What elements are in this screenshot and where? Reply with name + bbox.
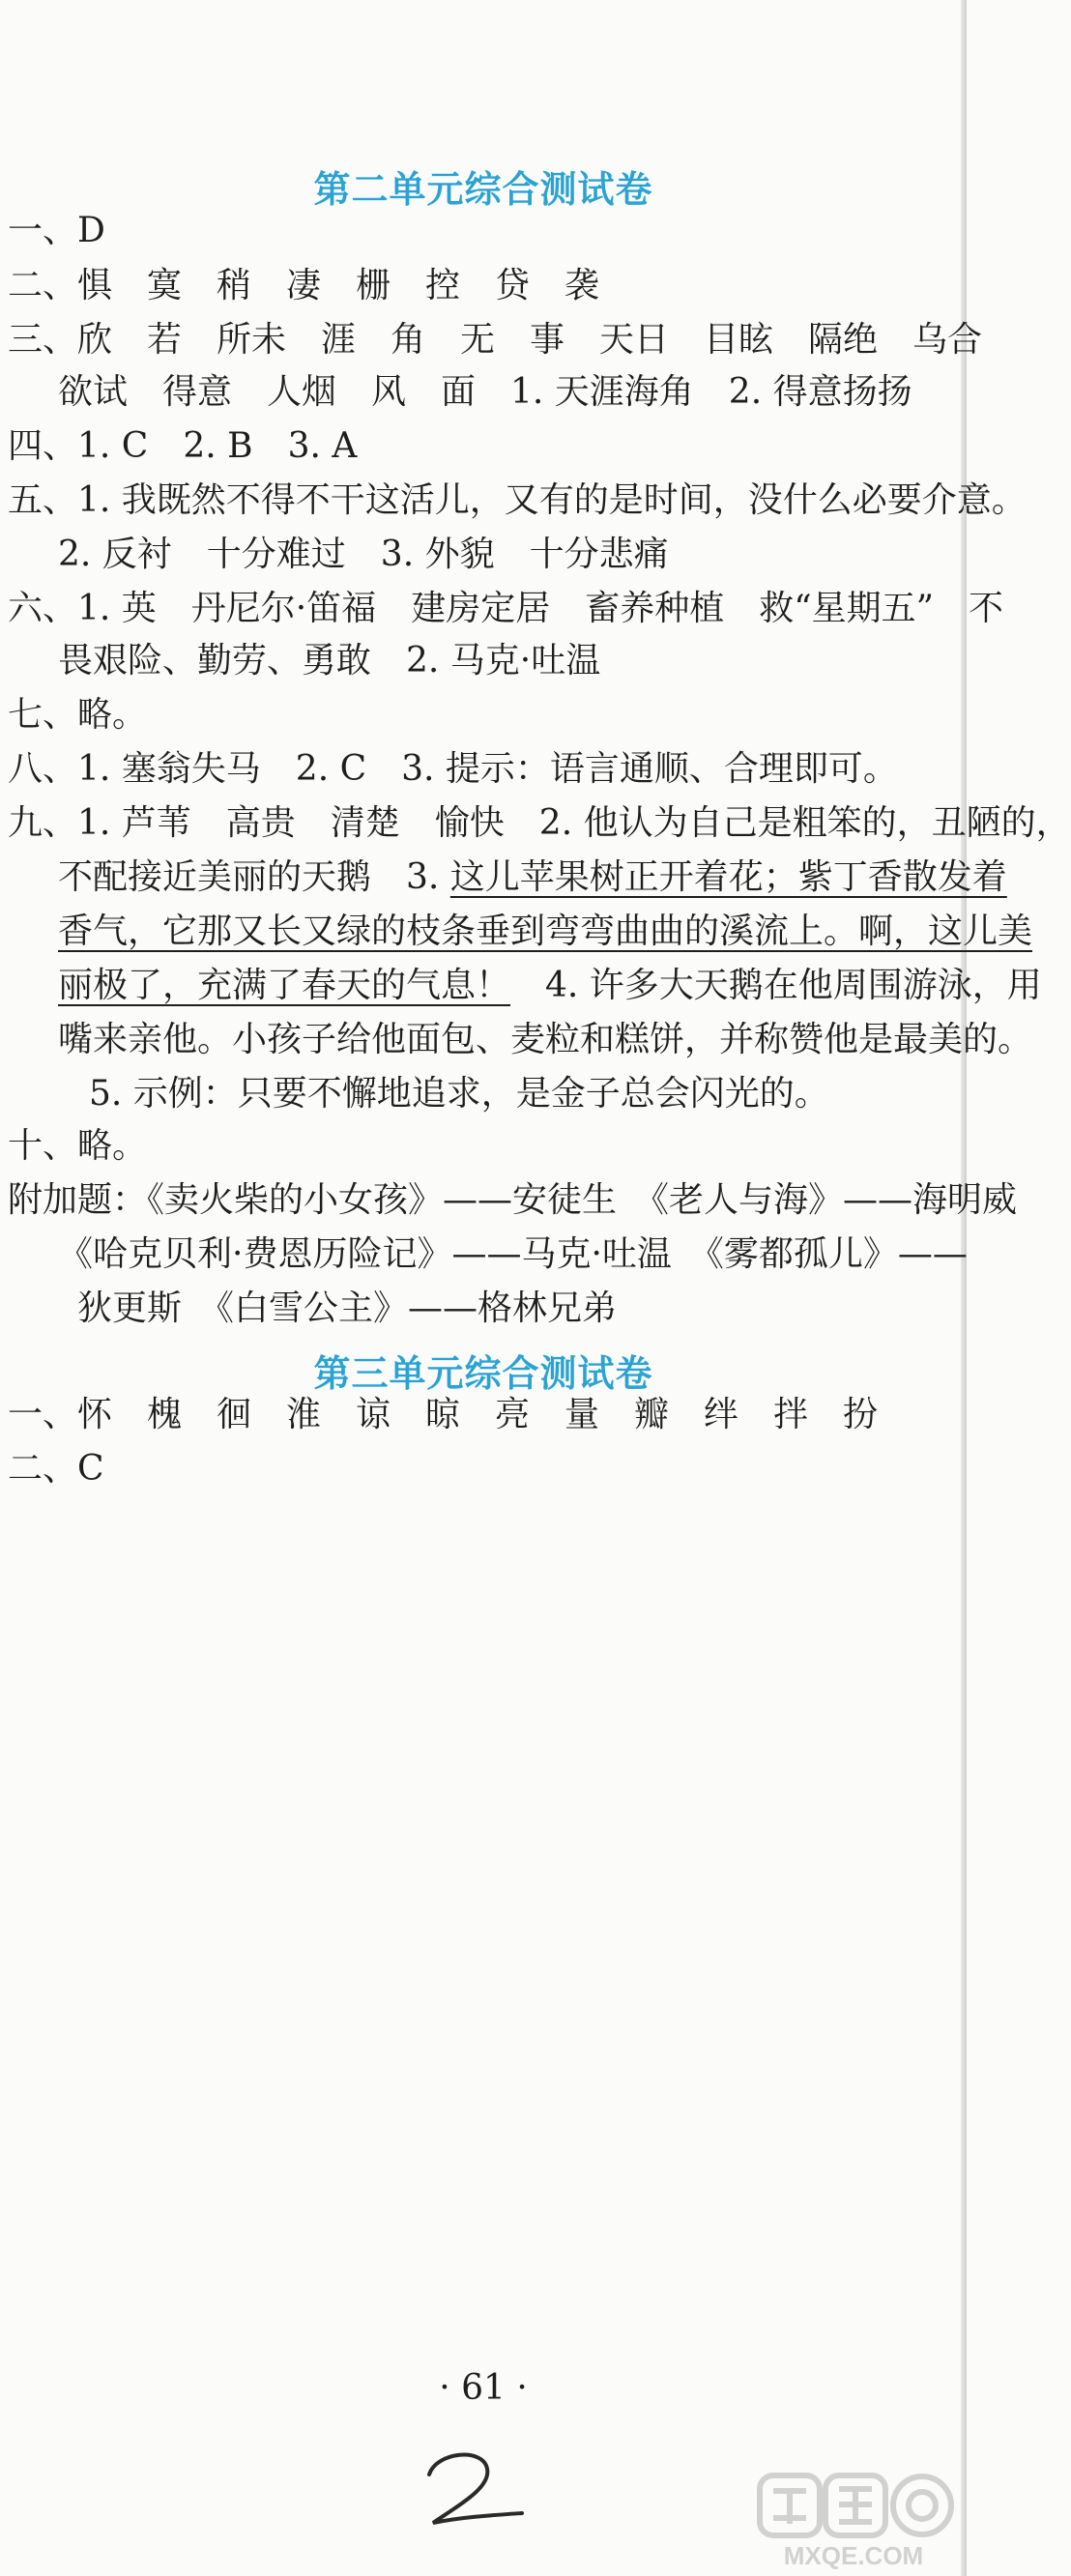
underlined-quote-part-3: 丽极了，充满了春天的气息！ <box>58 966 511 1005</box>
watermark-logo <box>746 2470 961 2571</box>
bonus-line-1: 附加题：《卖火柴的小女孩》——安徒生 《老人与海》——海明威 <box>8 1180 1018 1220</box>
answer-line-2: 二、惧 寞 稍 凄 栅 控 贷 袭 <box>8 266 600 305</box>
answer-line-9f: 5. 示例：只要不懈地追求，是金子总会闪光的。 <box>89 1074 829 1114</box>
section-title-unit-3: 第三单元综合测试卷 <box>313 1351 653 1395</box>
section-title-unit-2: 第二单元综合测试卷 <box>313 167 653 211</box>
answer-line-7: 七、略。 <box>8 695 148 735</box>
unit3-answer-line-1: 一、怀 槐 徊 淮 谅 晾 亮 量 瓣 绊 拌 扮 <box>8 1395 879 1434</box>
answer-line-1: 一、D <box>8 211 105 250</box>
answer-line-5: 五、1. 我既然不得不干这活儿，又有的是时间，没什么必要介意。 <box>8 480 1027 520</box>
answer-line-9b-prefix: 不配接近美丽的天鹅 3. <box>58 857 450 897</box>
bonus-line-2: 《哈克贝利·费恩历险记》——马克·吐温 《雾都孤儿》—— <box>58 1234 968 1274</box>
answer-line-6: 六、1. 英 丹尼尔·笛福 建房定居 畜养种植 救“星期五” 不 <box>8 589 1004 628</box>
answer-line-9b <box>58 854 1007 901</box>
answer-line-3: 三、欣 若 所未 涯 角 无 事 天日 目眩 隔绝 乌合 <box>8 320 983 360</box>
answer-line-9c <box>58 909 1032 955</box>
underlined-quote-part-2: 香气，它那又长又绿的枝条垂到弯弯曲曲的溪流上。啊，这儿美 <box>58 912 1033 951</box>
answer-line-4: 四、1. C 2. B 3. A <box>8 426 358 466</box>
answer-line-6b: 畏艰险、勤劳、勇敢 2. 马克·吐温 <box>58 641 601 680</box>
underlined-quote-part-1: 这儿苹果树正开着花；紫丁香散发着 <box>449 857 1007 897</box>
bonus-line-3: 狄更斯 《白雪公主》——格林兄弟 <box>77 1288 618 1328</box>
answer-line-3b: 欲试 得意 人烟 风 面 1. 天涯海角 2. 得意扬扬 <box>58 372 912 412</box>
page-edge-shadow <box>961 0 967 2576</box>
watermark-url: MXQE.COM <box>783 2541 924 2570</box>
answer-line-5b: 2. 反衬 十分难过 3. 外貌 十分悲痛 <box>58 535 669 574</box>
answer-line-9e: 嘴来亲他。小孩子给他面包、麦粒和糕饼，并称赞他是最美的。 <box>58 1020 1033 1059</box>
answer-line-9d-suffix: 4. 许多大天鹅在他周围游泳，用 <box>510 966 1042 1005</box>
unit3-answer-line-2: 二、C <box>8 1449 104 1489</box>
handwritten-2-mark <box>416 2446 532 2533</box>
answer-line-9: 九、1. 芦苇 高贵 清楚 愉快 2. 他认为自己是粗笨的，丑陋的， <box>8 803 1071 843</box>
page-number: · 61 · <box>439 2368 528 2408</box>
answer-line-8: 八、1. 塞翁失马 2. C 3. 提示：语言通顺、合理即可。 <box>8 749 898 789</box>
answer-line-10: 十、略。 <box>8 1126 148 1166</box>
answer-line-9d <box>58 963 1042 1009</box>
